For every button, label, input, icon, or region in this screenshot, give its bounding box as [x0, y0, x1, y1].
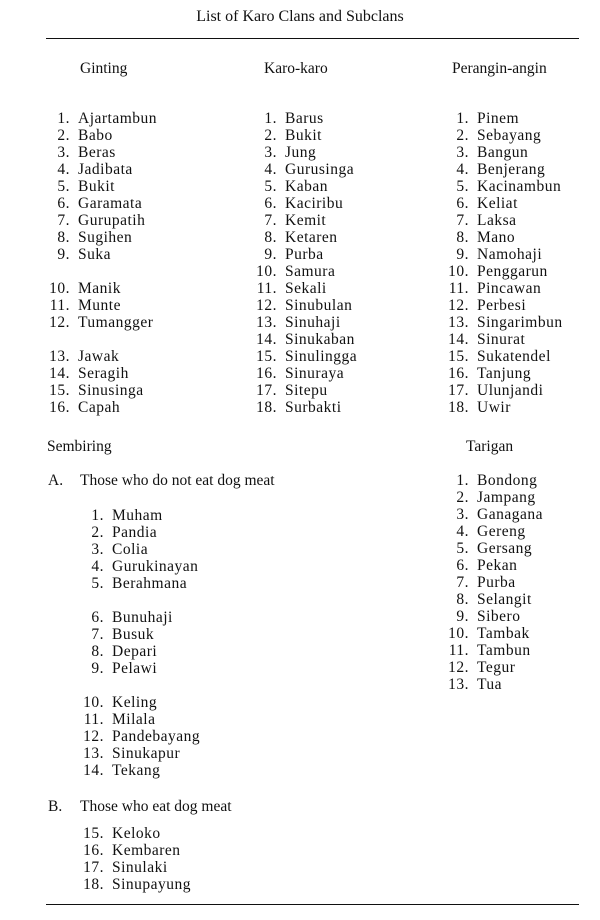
item-name: Sekali [285, 280, 327, 297]
item-number: 8. [456, 229, 469, 246]
item-name: Keliat [477, 195, 518, 212]
item-number: 15. [256, 348, 277, 365]
item-name: Purba [477, 574, 516, 591]
item-name: Pekan [477, 557, 518, 574]
item-name: Kemit [285, 212, 327, 229]
item-number: 17. [83, 859, 104, 876]
list-item [447, 399, 563, 416]
item-name: Sinusinga [78, 382, 144, 399]
list-item [82, 745, 200, 762]
item-number: 7. [456, 212, 469, 229]
ginting-header: Ginting [80, 60, 128, 77]
item-name: Penggarun [477, 263, 548, 280]
list-item [447, 144, 563, 161]
item-name: Sinulaki [112, 859, 168, 876]
item-name: Perbesi [477, 297, 527, 314]
item-name: Sinuraya [285, 365, 345, 382]
item-number: 5. [456, 540, 469, 557]
list-item [82, 876, 191, 893]
list-item [447, 314, 563, 331]
item-number: 8. [456, 591, 469, 608]
item-name: Colia [112, 541, 149, 558]
list-item [48, 382, 157, 399]
item-name: Jung [285, 144, 317, 161]
group-spacer [82, 592, 200, 609]
item-number: 12. [448, 659, 469, 676]
item-number: 12. [49, 314, 70, 331]
item-number: 12. [256, 297, 277, 314]
list-item [48, 195, 157, 212]
item-number: 1. [456, 472, 469, 489]
item-name: Sinukapur [112, 745, 181, 762]
item-number: 5. [57, 178, 70, 195]
item-number: 11. [256, 280, 277, 297]
item-name: Busuk [112, 626, 155, 643]
item-name: Capah [78, 399, 121, 416]
item-number: 2. [456, 489, 469, 506]
list-item [447, 540, 543, 557]
list-item [447, 229, 563, 246]
item-number: 3. [264, 144, 277, 161]
item-number: 18. [83, 876, 104, 893]
list-item [82, 728, 200, 745]
karo-karo-header: Karo-karo [264, 60, 328, 77]
list-item [447, 625, 543, 642]
list-item [447, 161, 563, 178]
group-spacer [48, 263, 157, 280]
item-name: Tua [477, 676, 503, 693]
item-number: 2. [57, 127, 70, 144]
item-name: Sebayang [477, 127, 542, 144]
list-item [447, 523, 543, 540]
list-item [255, 110, 357, 127]
list-item [255, 161, 357, 178]
item-name: Jawak [78, 348, 120, 365]
item-name: Bunuhaji [112, 609, 173, 626]
group-b-letter: B. [48, 798, 63, 815]
item-name: Selangit [477, 591, 532, 608]
list-item [82, 660, 200, 677]
item-number: 14. [49, 365, 70, 382]
item-name: Tegur [477, 659, 516, 676]
list-item [255, 246, 357, 263]
item-number: 13. [448, 676, 469, 693]
group-a-label: Those who do not eat dog meat [80, 472, 275, 489]
item-number: 14. [448, 331, 469, 348]
list-item [255, 297, 357, 314]
item-name: Kacinambun [477, 178, 562, 195]
list-item [447, 489, 543, 506]
item-name: Pandebayang [112, 728, 201, 745]
item-name: Tanjung [477, 365, 532, 382]
item-name: Namohaji [477, 246, 543, 263]
tarigan-list [447, 472, 543, 693]
item-number: 1. [91, 507, 104, 524]
item-name: Ganagana [477, 506, 543, 523]
list-item [48, 229, 157, 246]
item-name: Keling [112, 694, 158, 711]
list-item [82, 842, 191, 859]
item-name: Muham [112, 507, 163, 524]
list-item [48, 212, 157, 229]
list-item [255, 365, 357, 382]
item-number: 14. [256, 331, 277, 348]
item-number: 18. [256, 399, 277, 416]
item-number: 12. [83, 728, 104, 745]
list-item [447, 591, 543, 608]
sembiring-a-list [82, 507, 200, 779]
list-item [447, 642, 543, 659]
list-item [255, 212, 357, 229]
item-name: Gereng [477, 523, 526, 540]
item-number: 1. [57, 110, 70, 127]
list-item [48, 110, 157, 127]
item-name: Kembaren [112, 842, 181, 859]
item-name: Ketaren [285, 229, 338, 246]
item-number: 16. [256, 365, 277, 382]
item-name: Purba [285, 246, 324, 263]
list-item [82, 711, 200, 728]
item-name: Bondong [477, 472, 538, 489]
item-number: 2. [91, 524, 104, 541]
sembiring-header: Sembiring [47, 438, 112, 455]
item-name: Tambun [477, 642, 531, 659]
item-name: Munte [78, 297, 121, 314]
list-item [255, 314, 357, 331]
item-name: Ajartambun [78, 110, 158, 127]
item-name: Kaciribu [285, 195, 344, 212]
list-item [447, 212, 563, 229]
list-item [48, 178, 157, 195]
item-number: 17. [448, 382, 469, 399]
item-name: Surbakti [285, 399, 342, 416]
item-number: 13. [256, 314, 277, 331]
item-number: 13. [448, 314, 469, 331]
list-item [447, 365, 563, 382]
list-item [447, 178, 563, 195]
list-item [82, 524, 200, 541]
item-number: 3. [91, 541, 104, 558]
item-number: 8. [57, 229, 70, 246]
ginting-list [48, 110, 157, 416]
item-number: 10. [256, 263, 277, 280]
item-number: 8. [91, 643, 104, 660]
item-number: 11. [448, 280, 469, 297]
list-item [82, 762, 200, 779]
item-name: Sinubulan [285, 297, 353, 314]
item-number: 6. [456, 195, 469, 212]
item-number: 4. [264, 161, 277, 178]
item-number: 4. [456, 161, 469, 178]
item-number: 17. [256, 382, 277, 399]
item-name: Ulunjandi [477, 382, 544, 399]
list-item [82, 643, 200, 660]
item-name: Pinem [477, 110, 520, 127]
item-number: 3. [456, 506, 469, 523]
item-name: Berahmana [112, 575, 188, 592]
item-number: 13. [83, 745, 104, 762]
item-number: 16. [49, 399, 70, 416]
list-item [447, 110, 563, 127]
group-a-letter: A. [48, 472, 64, 489]
item-name: Gurusinga [285, 161, 355, 178]
item-number: 18. [448, 399, 469, 416]
list-item [447, 382, 563, 399]
list-item [48, 246, 157, 263]
item-number: 9. [456, 608, 469, 625]
list-item [255, 195, 357, 212]
item-number: 6. [456, 557, 469, 574]
item-name: Manik [78, 280, 121, 297]
item-number: 10. [83, 694, 104, 711]
list-item [48, 280, 157, 297]
item-number: 9. [456, 246, 469, 263]
list-item [255, 178, 357, 195]
item-number: 3. [57, 144, 70, 161]
list-item [447, 127, 563, 144]
list-item [255, 263, 357, 280]
group-spacer [48, 331, 157, 348]
item-number: 16. [83, 842, 104, 859]
item-name: Garamata [78, 195, 143, 212]
item-number: 6. [264, 195, 277, 212]
item-name: Laksa [477, 212, 517, 229]
item-number: 15. [49, 382, 70, 399]
item-name: Sinulingga [285, 348, 358, 365]
item-name: Sugihen [78, 229, 133, 246]
list-item [48, 161, 157, 178]
list-item [255, 331, 357, 348]
item-number: 15. [448, 348, 469, 365]
list-item [447, 608, 543, 625]
item-name: Mano [477, 229, 516, 246]
item-name: Sinukaban [285, 331, 355, 348]
sembiring-b-list [82, 825, 191, 893]
list-item [48, 399, 157, 416]
list-item [82, 609, 200, 626]
item-name: Milala [112, 711, 156, 728]
item-name: Barus [285, 110, 324, 127]
group-b-label: Those who eat dog meat [80, 798, 232, 815]
item-number: 6. [91, 609, 104, 626]
list-item [447, 297, 563, 314]
item-number: 6. [57, 195, 70, 212]
group-spacer [82, 677, 200, 694]
item-name: Sinupayung [112, 876, 192, 893]
list-item [447, 659, 543, 676]
list-item [255, 280, 357, 297]
item-number: 13. [49, 348, 70, 365]
list-item [447, 574, 543, 591]
list-item [447, 195, 563, 212]
list-item [255, 348, 357, 365]
item-name: Sinurat [477, 331, 526, 348]
item-number: 2. [456, 127, 469, 144]
item-name: Tumangger [78, 314, 154, 331]
item-name: Jampang [477, 489, 536, 506]
item-name: Uwir [477, 399, 511, 416]
list-item [48, 348, 157, 365]
item-name: Singarimbun [477, 314, 563, 331]
item-number: 4. [57, 161, 70, 178]
item-number: 5. [456, 178, 469, 195]
item-name: Pincawan [477, 280, 542, 297]
item-number: 1. [456, 110, 469, 127]
item-name: Keloko [112, 825, 161, 842]
list-item [447, 246, 563, 263]
list-item [447, 472, 543, 489]
item-name: Sinuhaji [285, 314, 341, 331]
item-name: Bukit [285, 127, 322, 144]
list-item [447, 263, 563, 280]
item-name: Suka [78, 246, 111, 263]
item-name: Gurukinayan [112, 558, 199, 575]
list-item [48, 127, 157, 144]
list-item [82, 507, 200, 524]
list-item [82, 626, 200, 643]
list-item [447, 280, 563, 297]
item-name: Sitepu [285, 382, 328, 399]
item-number: 7. [456, 574, 469, 591]
item-number: 9. [91, 660, 104, 677]
list-item [255, 229, 357, 246]
perangin-angin-header: Perangin-angin [452, 60, 547, 77]
item-number: 15. [83, 825, 104, 842]
bottom-rule [46, 904, 579, 905]
item-number: 7. [57, 212, 70, 229]
item-number: 16. [448, 365, 469, 382]
list-item [48, 314, 157, 331]
item-number: 14. [83, 762, 104, 779]
list-item [447, 506, 543, 523]
tarigan-header: Tarigan [466, 438, 514, 455]
item-name: Sukatendel [477, 348, 551, 365]
item-number: 1. [264, 110, 277, 127]
item-name: Jadibata [78, 161, 133, 178]
list-item [255, 399, 357, 416]
item-name: Gersang [477, 540, 533, 557]
item-name: Pandia [112, 524, 158, 541]
list-item [255, 382, 357, 399]
item-number: 4. [456, 523, 469, 540]
item-number: 9. [57, 246, 70, 263]
page-title: List of Karo Clans and Subclans [196, 8, 404, 25]
list-item [48, 365, 157, 382]
item-name: Babo [78, 127, 113, 144]
item-number: 5. [91, 575, 104, 592]
item-number: 5. [264, 178, 277, 195]
list-item [48, 144, 157, 161]
item-number: 2. [264, 127, 277, 144]
item-number: 9. [264, 246, 277, 263]
list-item [255, 127, 357, 144]
item-name: Beras [78, 144, 116, 161]
list-item [48, 297, 157, 314]
item-number: 3. [456, 144, 469, 161]
item-name: Tekang [112, 762, 161, 779]
list-item [447, 348, 563, 365]
list-item [447, 676, 543, 693]
list-item [447, 557, 543, 574]
item-name: Pelawi [112, 660, 158, 677]
perangin-angin-list [447, 110, 563, 416]
item-number: 11. [448, 642, 469, 659]
item-number: 11. [49, 297, 70, 314]
top-rule [46, 38, 579, 39]
item-name: Benjerang [477, 161, 546, 178]
item-name: Depari [112, 643, 158, 660]
item-number: 10. [448, 625, 469, 642]
list-item [82, 825, 191, 842]
item-name: Bukit [78, 178, 115, 195]
item-number: 10. [448, 263, 469, 280]
item-name: Kaban [285, 178, 328, 195]
list-item [82, 558, 200, 575]
item-name: Seragih [78, 365, 129, 382]
item-number: 12. [448, 297, 469, 314]
list-item [255, 144, 357, 161]
item-name: Bangun [477, 144, 529, 161]
item-number: 7. [91, 626, 104, 643]
item-name: Samura [285, 263, 336, 280]
item-number: 7. [264, 212, 277, 229]
karo-karo-list [255, 110, 357, 416]
item-number: 11. [83, 711, 104, 728]
item-number: 8. [264, 229, 277, 246]
list-item [82, 694, 200, 711]
list-item [447, 331, 563, 348]
item-name: Sibero [477, 608, 521, 625]
item-number: 10. [49, 280, 70, 297]
item-name: Tambak [477, 625, 530, 642]
list-item [82, 541, 200, 558]
item-name: Gurupatih [78, 212, 146, 229]
item-number: 4. [91, 558, 104, 575]
list-item [82, 575, 200, 592]
list-item [82, 859, 191, 876]
